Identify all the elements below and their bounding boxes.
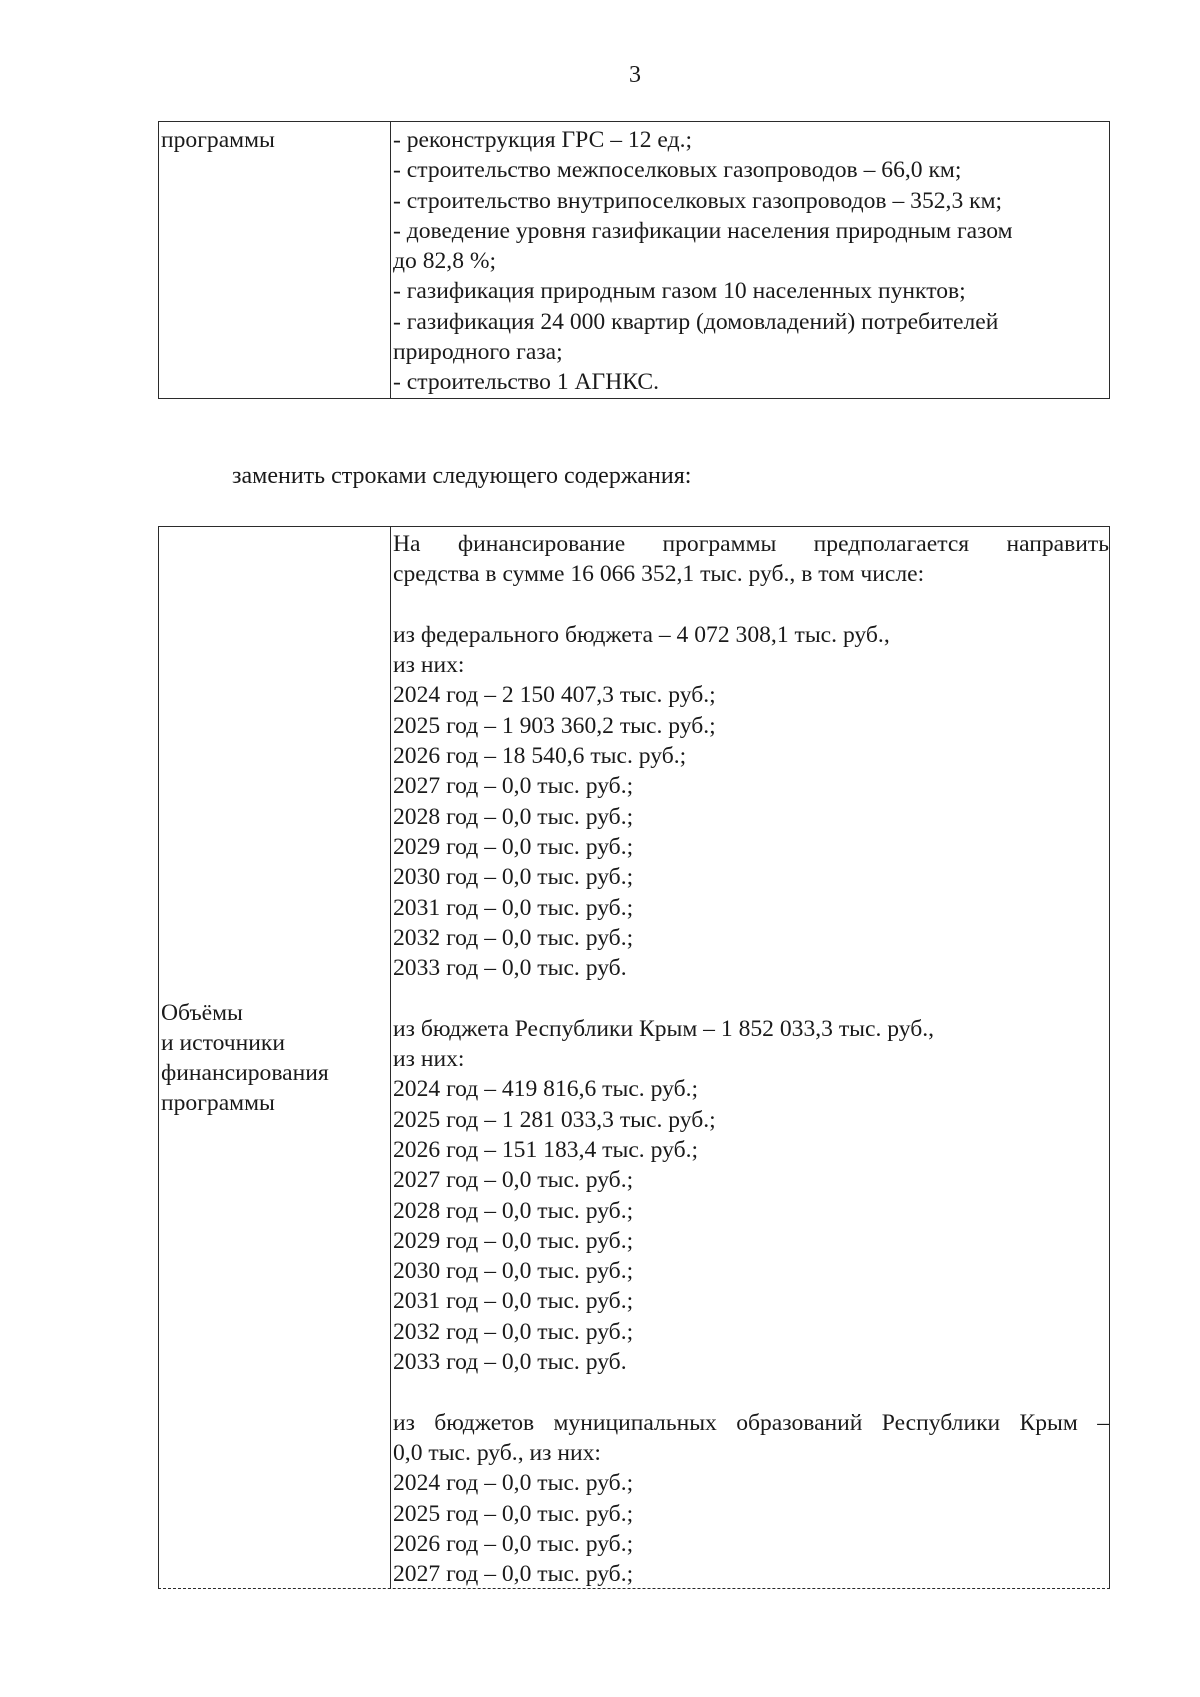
federal-year-line: 2031 год – 0,0 тыс. руб.; [393, 894, 634, 921]
republic-budget-title: из бюджета Республики Крым – 1 852 033,3 тыс. руб., [393, 1015, 935, 1042]
indicator-line: - доведение уровня газификации населения природным газом [393, 217, 1013, 244]
municipal-year-line: 2024 год – 0,0 тыс. руб.; [393, 1470, 634, 1497]
indicator-line: до 82,8 %; [393, 248, 497, 275]
federal-year-line: 2026 год – 18 540,6 тыс. руб.; [393, 743, 687, 770]
funding-intro-line: средства в сумме 16 066 352,1 тыс. руб., в том числе: [393, 561, 925, 588]
table-bottom-rule [158, 1588, 1110, 1589]
republic-year-line: 2025 год – 1 281 033,3 тыс. руб.; [393, 1106, 716, 1133]
table-row [159, 122, 1110, 399]
republic-year-line: 2028 год – 0,0 тыс. руб.; [393, 1197, 634, 1224]
indicator-line: - строительство 1 АГНКС. [393, 369, 660, 396]
table-row [159, 527, 1110, 1590]
indicator-line: - газификация природным газом 10 населенных пунктов; [393, 278, 966, 305]
funding-table [158, 526, 1110, 1589]
federal-year-line: 2033 год – 0,0 тыс. руб. [393, 955, 627, 982]
row-label: программы [159, 122, 391, 399]
federal-year-line: 2032 год – 0,0 тыс. руб.; [393, 924, 634, 951]
federal-year-line: 2030 год – 0,0 тыс. руб.; [393, 864, 634, 891]
municipal-budget-title: из бюджетов муниципальных образований Республики Крым – [393, 1409, 1109, 1436]
federal-budget-title: из федерального бюджета – 4 072 308,1 тыс. руб., [393, 621, 890, 648]
federal-year-line: 2029 год – 0,0 тыс. руб.; [393, 833, 634, 860]
republic-year-line: 2029 год – 0,0 тыс. руб.; [393, 1227, 634, 1254]
row-label [159, 527, 391, 1590]
indicator-line: - строительство межпоселковых газопроводов – 66,0 км; [393, 157, 962, 184]
republic-year-line: 2027 год – 0,0 тыс. руб.; [393, 1167, 634, 1194]
municipal-year-line: 2025 год – 0,0 тыс. руб.; [393, 1500, 634, 1527]
republic-year-line: 2026 год – 151 183,4 тыс. руб.; [393, 1136, 699, 1163]
municipal-year-line: 2026 год – 0,0 тыс. руб.; [393, 1530, 634, 1557]
republic-year-line: 2033 год – 0,0 тыс. руб. [393, 1349, 627, 1376]
municipal-year-line: 2027 год – 0,0 тыс. руб.; [393, 1561, 634, 1588]
indicator-line: - строительство внутрипоселковых газопроводов – 352,3 км; [393, 187, 1003, 214]
page-number: 3 [629, 62, 641, 88]
label-line: финансирования [161, 1060, 329, 1087]
federal-year-line: 2028 год – 0,0 тыс. руб.; [393, 803, 634, 830]
row-content [391, 527, 1110, 1590]
republic-year-line: 2032 год – 0,0 тыс. руб.; [393, 1318, 634, 1345]
label-line: Объёмы [161, 999, 243, 1026]
indicator-line: - газификация 24 000 квартир (домовладений) потребителей [393, 308, 999, 335]
federal-budget-subtitle: из них: [393, 652, 465, 679]
federal-year-line: 2024 год – 2 150 407,3 тыс. руб.; [393, 682, 716, 709]
federal-year-line: 2025 год – 1 903 360,2 тыс. руб.; [393, 712, 716, 739]
label-line: и источники [161, 1029, 286, 1056]
program-indicators-table [158, 121, 1110, 399]
republic-budget-subtitle: из них: [393, 1046, 465, 1073]
intro-text: заменить строками следующего содержания: [232, 463, 692, 489]
indicator-line: - реконструкция ГРС – 12 ед.; [393, 127, 693, 153]
republic-year-line: 2024 год – 419 816,6 тыс. руб.; [393, 1076, 699, 1103]
federal-year-line: 2027 год – 0,0 тыс. руб.; [393, 773, 634, 800]
municipal-budget-subtitle: 0,0 тыс. руб., из них: [393, 1439, 601, 1466]
row-content [391, 122, 1110, 399]
label-line: программы [161, 1090, 275, 1117]
republic-year-line: 2030 год – 0,0 тыс. руб.; [393, 1258, 634, 1285]
republic-year-line: 2031 год – 0,0 тыс. руб.; [393, 1288, 634, 1315]
funding-intro-line: На финансирование программы предполагается направить [393, 531, 1109, 557]
indicator-line: природного газа; [393, 339, 563, 366]
